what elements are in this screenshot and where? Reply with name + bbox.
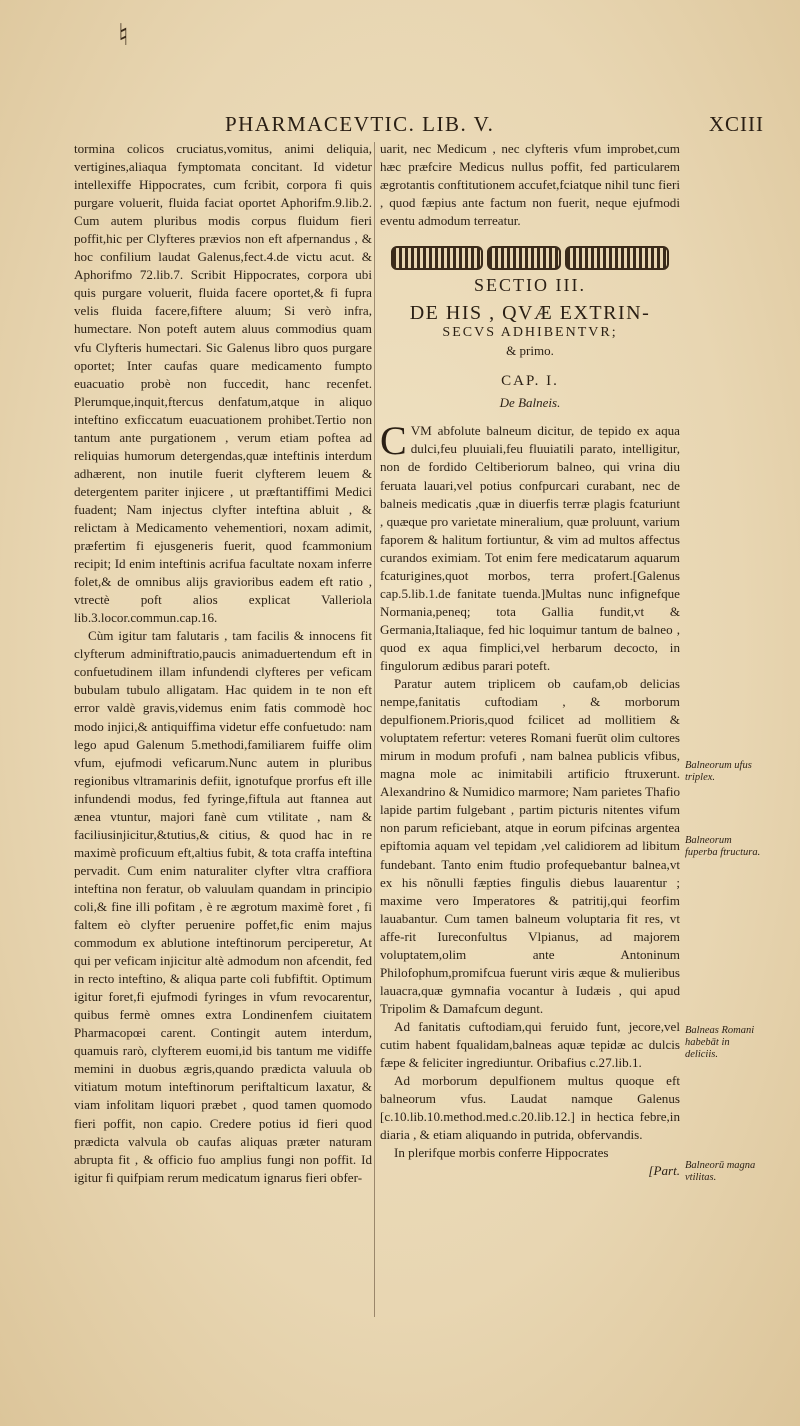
paragraph: Paratur autem triplicem ob caufam,ob delicias nempe,fanitatis cuftodiam , & morborum depulfionem.Prioris,quod fcilicet ad mollitiem & voluptatem refertur: veteres Romani fuerūt olim cultores mirum in modum profufi , nam balnea publicis vfibus, magna mole ac inimitabili artificio ftruxerunt. Alexandrino & Numidico marmore; Nam parietes Thafio lapide partim fulgebant , partim picturis nitentes vifum non parum reficiebant, atque in eorum pifcinas argentea epiftomia aquam vel tepidam ,vel calidiorem ad libitum fundebant. Tanto enim ftudio profequebantur balnea,vt ex his nõnulli fæpties fingulis diebus lauarentur ; maxime vero Imperatores & patritij,qui feorfim lauabantur. Cum tamen balneum voluptaria fit res, vt affe-rit Iureconfultus Vlpianus, ad majorem voluptatem,olim ante Antoninum Philofophum,promifcua fuerunt viris æque & mulieribus lauacra,quæ gymnafia vocantur à Iudæis , qui apud Tripolim & Damafcum degunt.	[380, 676, 680, 1016]
ornament-band	[380, 246, 680, 270]
section-title-line2: SECVS ADHIBENTVR;	[442, 325, 618, 341]
right-column	[380, 140, 680, 1180]
corner-ink-mark: ♮	[118, 19, 129, 52]
paragraph-text: VM abfolute balneum dicitur, de tepido ex aqua dulci,feu pluuiali,feu fluuiatili parato, intelligitur, non de fordido Celtiberiorum balneo, qui vrina diu feruata lauari,vel potius confpurcari curabant, nec de balneis medicatis ,quæ in diuerfis terræ plagis fcaturiunt , quæque pro varietate mineralium, quæ proluunt, varium faporem & halitum fortiuntur, & vim ad multos affectus curandos eximiam. Tot enim fere medicatarum aquarum fcaturigines,quot morbos, terra profert.[Galenus cap.5.lib.1.de fanitate tuenda.]Multas nunc infignefque Normania,peneq; tota Gallia fundit,vt & Germania,Italiaque, fed hic loquimur tantum de balneo , quod ex aqua fimplici,vel herbarum decocto, in fingulorum ædibus parari poteft.	[380, 423, 680, 673]
section-subtitle: & primo.	[506, 343, 554, 359]
margin-note: Balneorum ufus triplex.	[685, 760, 752, 783]
folio-number: XCIII	[708, 112, 764, 136]
margin-note: Balneas Romani habebāt in deliciis.	[685, 1025, 755, 1060]
paragraph: Ad fanitatis cuftodiam,qui feruido funt, jecore,vel cutim habent fqualidam,balneas aquæ tepidæ ac dulcis fæpe & feliciter ingrediuntur. Oribafius c.27.lib.1.	[380, 1018, 680, 1071]
paragraph: In plerifque morbis conferre Hippocrates	[394, 1145, 609, 1161]
paragraph: tormina colicos cruciatus,vomitus, animi deliquia, vertigines,aliaqua fymptomata concitant. Id videtur intellexiffe Hippocrates, cum fcribit, corpora fi quis purgare voluerit, fluida faciat oportet Aphorifm.9.lib.2. Cum autem pluribus modis corpus fluidum fieri poffit,hic per Clyfteres prævios non eft afpernandus , & hoc confilium laudat Galenus,fect.4.de victu acut. & Aphorifmo 72.lib.7. Scribit Hippocrates, corpora ubi quis purgare voluerit, fluida facere oportet,& fi fupra velis fluida facere,fiftere aluum; Si verò infra, humectare. Non poteft autem aluus commodius quam vfu Clyfteris humectari. Sic Galenus libro quos purgare oportet; Inter caufas quare medicamento fumpto euacuatio probè non fuccedit, hanc recenfet. Plerumque,inquit,ftercus denfatum,atque in aliquo inteftino exficcatum euacuationem prohibet.Tertio non tantum ante purgationem , verum etiam poftea ad reliquias humorum detergendas,quæ inteftinis interdum adhærent, non inutile fuerit clyfterem leuem & detergentem pariter injicere , ut præftantiffimi Medici fuadent; Nam injectus clyfter inteftina abluit , & relictam à Medicamento vehementiori, noxam adimit, præfertim fi ejusgeneris fuerit, quod fcammonium recipit; Id enim inteftinis acrifua facultate noxam inferre folet,& de omnibus alijs gravioribus eadem eft ratio , vtrectè poft alios explicat Valleriola lib.3.locor.commun.cap.16.	[74, 141, 372, 626]
running-head	[0, 112, 800, 138]
drop-capital: C	[380, 418, 407, 464]
paragraph: uarit, nec Medicum , nec clyfteris vfum improbet,cum hæc præfcire Medicus nullus poffit, fed particularem ægrotantis conftitutionem accufet,fciatque nihil tunc fieri , quod fæpius ante factum non fuerit, neque ejufmodi eventu admodum terreatur.	[380, 141, 680, 229]
section-title-line1: DE HIS , QVÆ EXTRIN-	[409, 302, 651, 325]
running-title: PHARMACEVTIC. LIB. V.	[225, 112, 495, 136]
catchword: [Part.	[648, 1163, 680, 1179]
ornament-icon	[487, 246, 561, 270]
chapter-title: De Balneis.	[499, 395, 561, 411]
left-column	[74, 140, 372, 1187]
chapter-heading: CAP. I.	[501, 373, 559, 390]
margin-note: Balneorū magna vtilitas.	[685, 1160, 756, 1183]
ornament-icon	[391, 246, 483, 270]
paragraph	[380, 418, 680, 675]
column-rule	[374, 142, 375, 1317]
ornament-icon	[565, 246, 669, 270]
paragraph: Cùm igitur tam falutaris , tam facilis & innocens fit clyfterum adminiftratio,paucis animaduertendum eft in confuetudinem illam infundendi clyfteres per veficam bubulam tubulo alligatam. Hac quidem in te non eft error valdè gravis,videmus enim fatis commodè hoc modo injici,& antiquiffima videtur effe confuetudo: nam lego apud Galenum 5.methodi,familiarem fuiffe olim vfum, ejufmodi veficarum.Nunc autem in pluribus regionibus vltramarinis defiit, ignotufque prorfus eft ille infundendi modus, fed fyringe,fiftula aut ftannea aut ænea vtuntur, majori fanè cum vtilitate , nam & faciliusinjicitur,&tutius,& citius, & quod hac in re maximè proficuum eft,altius fubit, & tota craffa inteftina pervadit. Cum enim naturaliter clyfter vltra craffiora inteftina non feratur, ob valuulam quandam in principio coli,& fine illi pofitam , è re ægrotum maximè foret , fi faltem eò clyfter peruenire poffet,fic enim majus commodum ex ablutione inteftinorum perciperetur, At qui per veficam injicitur altè admodum non afcendit, fed in recto inteftino, & aliqua parte coli fubfiftit. Optimum igitur foret,fi ejufmodi fyringes in vfum revocarentur, quibus fermè omnes extra Londinenfem ciuitatem Pharmacopœi carent. Contingit autem interdum, quamuis rarò, clyfterem euomi,id bis tantum me vidiffe memini in duobus ægris,quando prædicta valuula ob vitiatum motum inteftinorum periftalticum laxatur, & viam infolitam liquori præbet , quod tamen quomodo fieri poffit, non capio. Credere potius id fieri quod prædicta valvula ob caufas aliquas præter naturam abrupta fit , & officio fuo amplius fungi non poffit. Id igitur fi quifpiam rerum medicatum ignarus fieri obfer-	[74, 628, 372, 1185]
margin-note: Balneorum fuperba ftructura.	[685, 835, 761, 858]
paragraph: Ad morborum depulfionem multus quoque eft balneorum vfus. Laudat namque Galenus [c.10.lib.10.method.med.c.20.lib.12.] in hectica febre,in diaria , & etiam aliquando in putrida, obfervandis.	[380, 1073, 680, 1143]
section-label: SECTIO III.	[474, 275, 586, 296]
